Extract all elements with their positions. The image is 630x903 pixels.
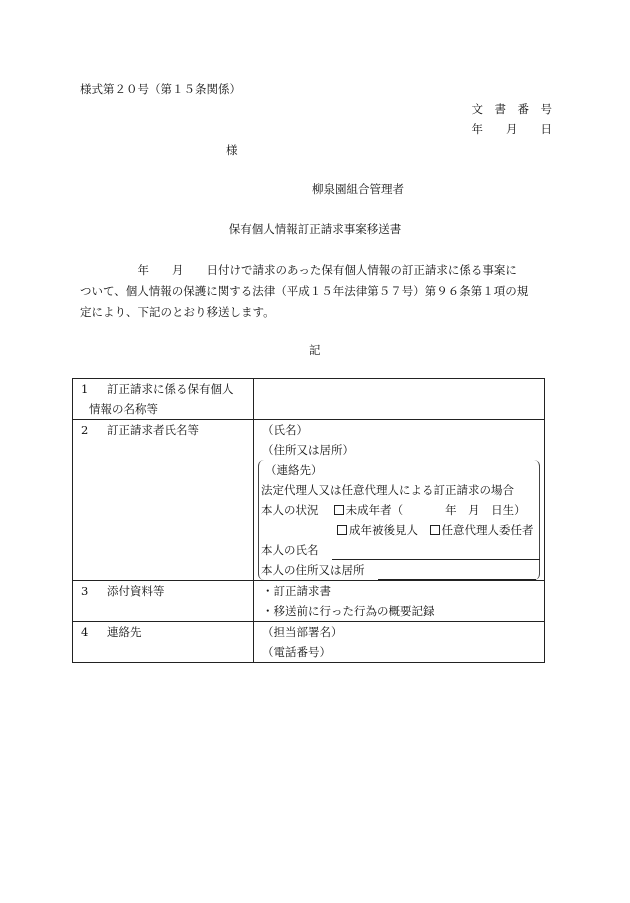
sender: 柳泉園組合管理者 <box>312 182 404 196</box>
row1-value-cell <box>254 379 545 420</box>
attachment-item-2: ・移送前に行った行為の概要記録 <box>262 604 435 618</box>
proxy-title: 法定代理人又は任意代理人による訂正請求の場合 <box>261 483 514 497</box>
status-row-2 <box>261 520 539 540</box>
body-line-2: ついて、個人情報の保護に関する法律（平成１５年法律第５７号）第９６条第１項の規 <box>80 284 529 298</box>
body-line-3: 定により、下記のとおり移送します。 <box>80 305 275 319</box>
birth-date-label: 年 月 日生） <box>445 503 526 517</box>
body-paragraph <box>80 260 560 323</box>
proxy-bracket <box>258 460 540 580</box>
address-field-label: （住所又は居所） <box>262 443 354 457</box>
minor-checkbox[interactable] <box>334 505 344 515</box>
person-name-label: 本人の氏名 <box>261 543 319 557</box>
row1-label-cont: 情報の名称等 <box>89 402 158 416</box>
person-address-line[interactable] <box>378 567 536 580</box>
row3-label-cell: 3 添付資料等 <box>73 581 254 622</box>
row2-value-cell <box>254 420 545 581</box>
row1-label: 訂正請求に係る保有個人 <box>107 382 234 396</box>
proxy-checkbox[interactable] <box>430 525 440 535</box>
row4-label: 連絡先 <box>107 625 142 639</box>
ki-heading: 記 <box>309 343 321 357</box>
row3-value-cell <box>254 581 545 622</box>
person-address-label: 本人の住所又は居所 <box>261 563 365 577</box>
minor-label: 未成年者（ <box>345 503 404 517</box>
person-address-row <box>261 560 539 580</box>
person-name-line[interactable] <box>332 547 540 560</box>
row2-label: 訂正請求者氏名等 <box>107 423 199 437</box>
person-name-row <box>261 540 539 560</box>
body-line-1: 年 月 日付けで請求のあった保有個人情報の訂正請求に係る事案に <box>80 263 517 277</box>
document-number-label: 文 書 番 号 <box>471 102 552 116</box>
row4-value-cell <box>254 622 545 663</box>
table-row <box>73 622 545 663</box>
contact-field-label: （連絡先） <box>265 463 323 477</box>
phone-field-label: （電話番号） <box>262 645 331 659</box>
form-number: 様式第２０号（第１５条関係） <box>80 82 241 96</box>
row1-label-cell: 1 訂正請求に係る保有個人 情報の名称等 <box>73 379 254 420</box>
status-row <box>261 500 539 520</box>
proxy-label: 任意代理人委任者 <box>441 523 534 537</box>
row2-label-cell: 2 訂正請求者氏名等 <box>73 420 254 581</box>
table-row <box>73 379 545 420</box>
document-title: 保有個人情報訂正請求事案移送書 <box>228 222 402 236</box>
details-table <box>72 378 545 663</box>
table-row <box>73 581 545 622</box>
row3-label: 添付資料等 <box>107 584 165 598</box>
row4-label-cell: 4 連絡先 <box>73 622 254 663</box>
guardian-label: 成年被後見人 <box>349 523 418 537</box>
name-field-label: （氏名） <box>262 423 308 437</box>
table-row <box>73 420 545 581</box>
date-label: 年 月 日 <box>471 122 552 136</box>
status-label: 本人の状況 <box>261 503 319 517</box>
attachment-item-1: ・訂正請求書 <box>262 584 331 598</box>
department-field-label: （担当部署名） <box>262 625 343 639</box>
addressee-suffix: 様 <box>226 143 238 157</box>
guardian-checkbox[interactable] <box>337 525 347 535</box>
